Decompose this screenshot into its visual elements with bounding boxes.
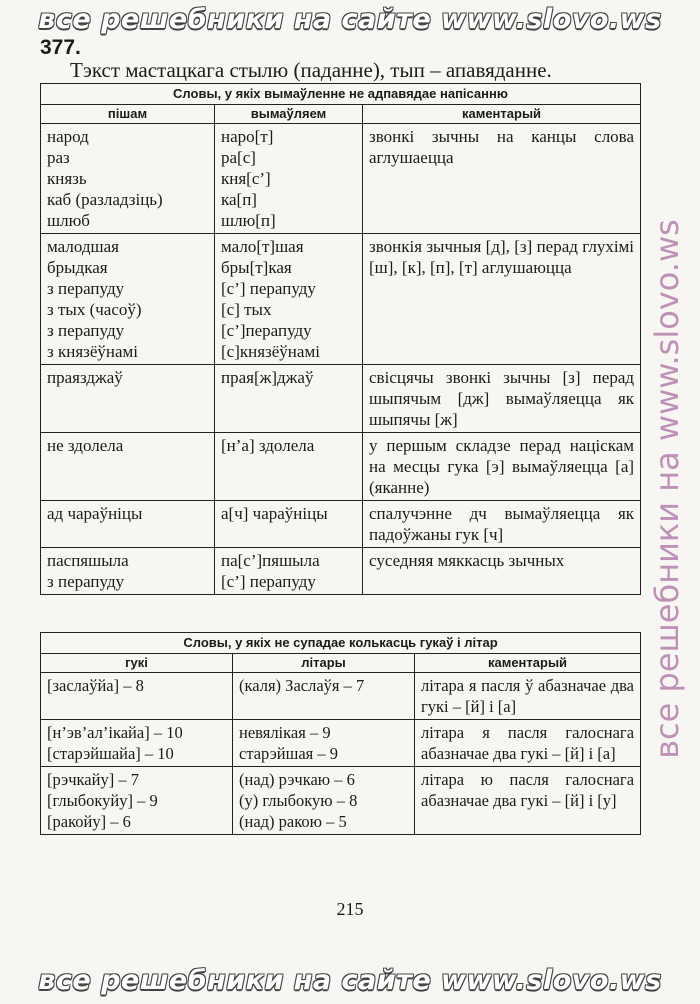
written-cell: ад чараўніцы: [41, 501, 215, 548]
spoken-cell: а[ч] чараўніцы: [215, 501, 363, 548]
table2-header: каментарый: [415, 654, 641, 673]
intro-text: Тэкст мастацкага стылю (паданне), тып – апавяданне.: [70, 58, 552, 82]
comment-cell: літара я пасля галоснага абазначае два гукі – [й] і [а]: [415, 720, 641, 767]
table1-header: каментарый: [363, 105, 641, 124]
comment-cell: у першым складзе перад націскам на месцы гука [э] вымаўляецца [а] (яканне): [363, 433, 641, 501]
comment-cell: літара ю пасля галоснага абазначае два гукі – [й] і [у]: [415, 767, 641, 835]
table-sounds-letters: [40, 632, 641, 835]
table2-header: літары: [233, 654, 415, 673]
table1-header: пішам: [41, 105, 215, 124]
comment-cell: суседняя мяккасць зычных: [363, 548, 641, 595]
spoken-cell: [н’а] здолела: [215, 433, 363, 501]
table2-caption: Словы, у якіх не супадае колькасць гукаў і літар: [41, 633, 641, 654]
table-pronunciation: [40, 83, 641, 595]
comment-cell: свісцячы звонкі зычны [з] перад шыпячым [дж] вымаўляецца як шыпячы [ж]: [363, 365, 641, 433]
written-cell: малодшая брыдкая з перапуду з тых (часоў) з перапуду з князёўнамі: [41, 234, 215, 365]
site-banner-bottom: все решебники на сайте www.slovo.ws: [38, 965, 662, 996]
table1-caption: Словы, у якіх вымаўленне не адпавядае напісанню: [41, 84, 641, 105]
site-banner-top: все решебники на сайте www.slovo.ws: [38, 4, 662, 35]
spoken-cell: прая[ж]джаў: [215, 365, 363, 433]
task-number: 377.: [40, 36, 81, 59]
page-number: 215: [336, 899, 364, 919]
letters-cell: невялікая – 9 старэйшая – 9: [233, 720, 415, 767]
table-row: [41, 433, 641, 501]
spoken-cell: мало[т]шая бры[т]кая [с’] перапуду [с] тых [с’]перапуду [с]князёўнамі: [215, 234, 363, 365]
sounds-cell: [заслаўйа] – 8: [41, 673, 233, 720]
comment-cell: звонкія зычныя [д], [з] перад глухімі [ш], [к], [п], [т] аглушаюцца: [363, 234, 641, 365]
written-cell: не здолела: [41, 433, 215, 501]
table2-header: гукі: [41, 654, 233, 673]
letters-cell: (каля) Заслаўя – 7: [233, 673, 415, 720]
spoken-cell: наро[т] ра[с] кня[с’] ка[п] шлю[п]: [215, 124, 363, 234]
table-row: [41, 234, 641, 365]
written-cell: праязджаў: [41, 365, 215, 433]
side-watermark: все решебники на www.slovo.ws: [648, 219, 686, 759]
table-row: [41, 365, 641, 433]
table-row: [41, 673, 641, 720]
table1-header: вымаўляем: [215, 105, 363, 124]
spoken-cell: па[с’]пяшыла [с’] перапуду: [215, 548, 363, 595]
table-row: [41, 124, 641, 234]
sounds-cell: [н’эв’ал’ікайа] – 10 [старэйшайа] – 10: [41, 720, 233, 767]
sounds-cell: [рэчкайу] – 7 [глыбокуйу] – 9 [ракойу] – 6: [41, 767, 233, 835]
table-row: [41, 720, 641, 767]
table-row: [41, 548, 641, 595]
letters-cell: (над) рэчкаю – 6 (у) глыбокую – 8 (над) ракою – 5: [233, 767, 415, 835]
comment-cell: спалучэнне дч вымаўляецца як падоўжаны гук [ч]: [363, 501, 641, 548]
table-row: [41, 501, 641, 548]
written-cell: народ раз князь каб (разладзіць) шлюб: [41, 124, 215, 234]
written-cell: паспяшыла з перапуду: [41, 548, 215, 595]
comment-cell: звонкі зычны на канцы слова аглушаецца: [363, 124, 641, 234]
table-row: [41, 767, 641, 835]
comment-cell: літара я пасля ў абазначае два гукі – [й] і [а]: [415, 673, 641, 720]
